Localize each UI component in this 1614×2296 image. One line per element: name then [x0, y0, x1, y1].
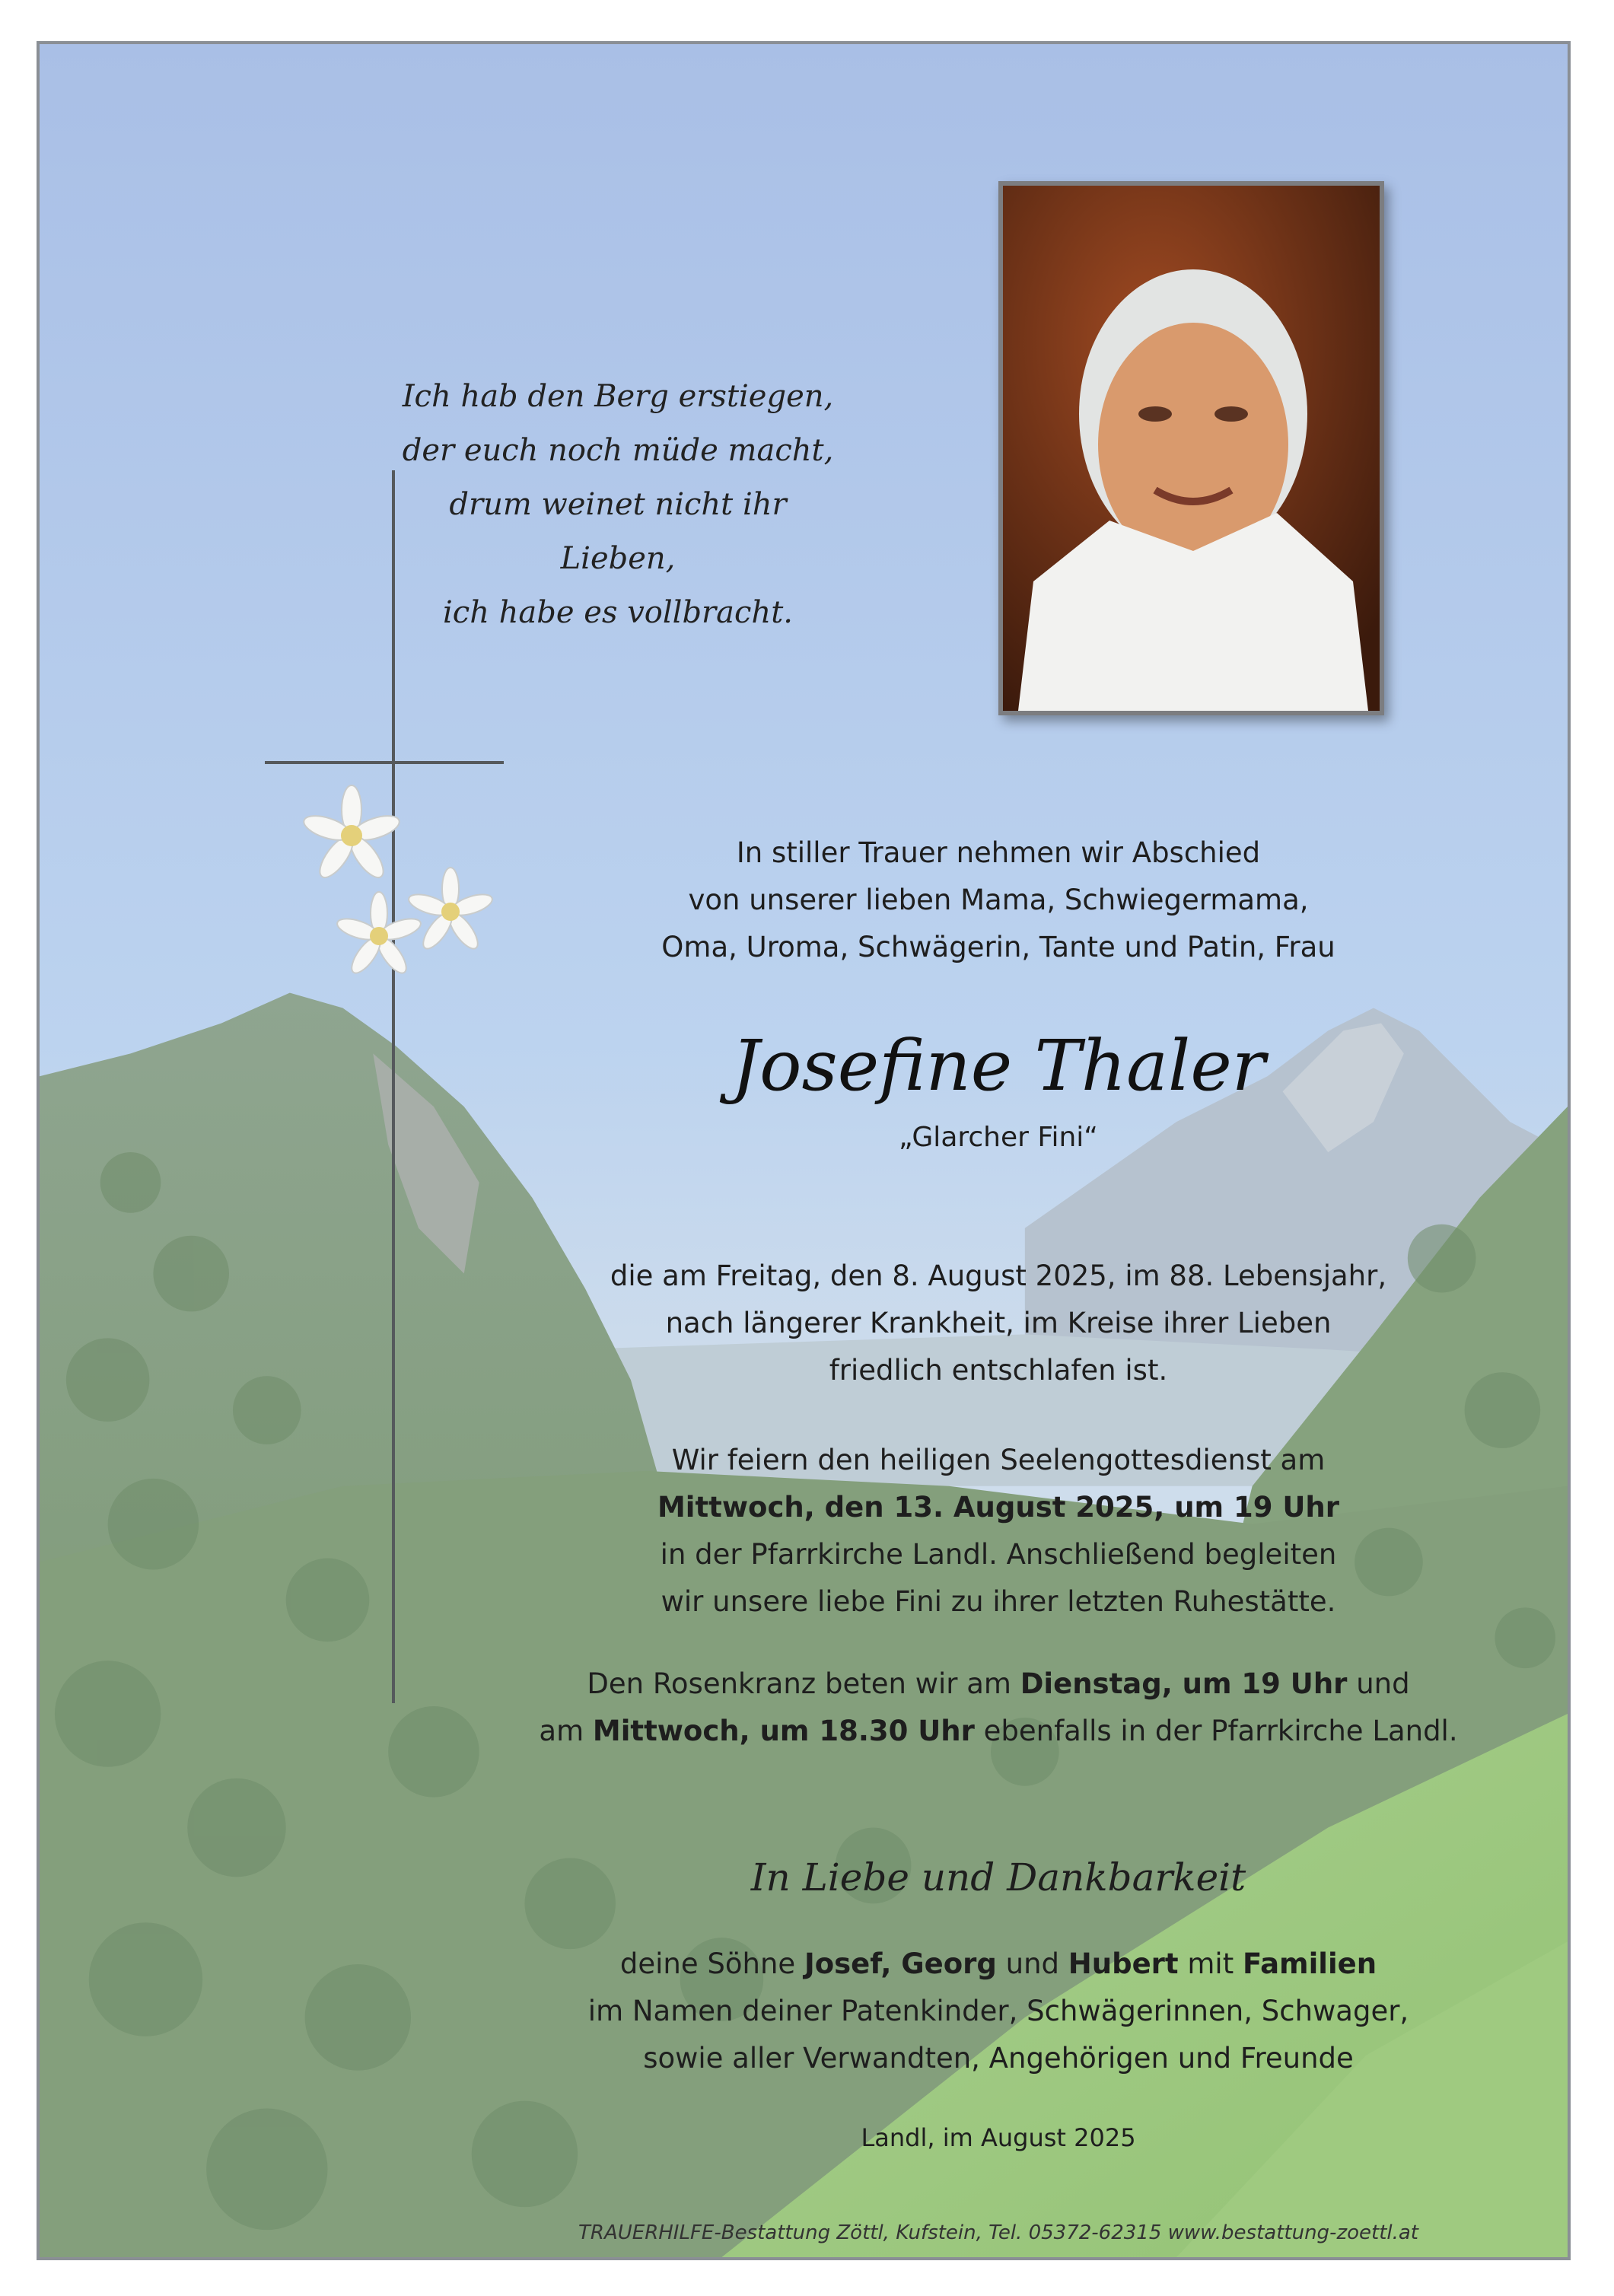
mourners-names: Josef, Georg: [804, 1947, 997, 1980]
death-notice: [466, 1253, 1531, 1394]
rosary-time: Dienstag, um 19 Uhr: [1020, 1667, 1348, 1700]
mourners-text: und: [996, 1947, 1068, 1980]
mourners-names: Familien: [1242, 1947, 1377, 1980]
service-date: Mittwoch, den 13. August 2025, um 19 Uhr: [657, 1491, 1339, 1524]
rosary-text: am: [539, 1715, 593, 1747]
intro-line: In stiller Trauer nehmen wir Abschied: [736, 836, 1261, 869]
place-date: Landl, im August 2025: [861, 2123, 1136, 2152]
death-line: nach längerer Krankheit, im Kreise ihrer Lieben: [665, 1307, 1332, 1339]
mourners-list: [466, 1941, 1531, 2082]
portrait-photo: [998, 181, 1384, 715]
mourners-text: mit: [1178, 1947, 1243, 1980]
rosary-info: [466, 1661, 1531, 1755]
service-line: Wir feiern den heiligen Seelengottesdienst am: [671, 1444, 1326, 1476]
intro-text: [466, 830, 1531, 971]
rosary-line: [466, 1661, 1531, 1708]
rosary-line: [466, 1708, 1531, 1755]
rosary-time: Mittwoch, um 18.30 Uhr: [592, 1715, 975, 1747]
poem-line: ich habe es vollbracht.: [443, 595, 793, 630]
funeral-home-footer: TRAUERHILFE-Bestattung Zöttl, Kufstein, Tel. 05372-62315 www.bestattung-zoettl.at: [578, 2221, 1418, 2244]
poem: [390, 370, 846, 640]
rosary-text: ebenfalls in der Pfarrkirche Landl.: [974, 1715, 1458, 1747]
intro-line: von unserer lieben Mama, Schwiegermama,: [688, 884, 1309, 916]
cross-with-edelweiss-icon: [230, 470, 504, 1703]
mourners-line: [466, 1941, 1531, 1988]
mourners-text: deine Söhne: [619, 1947, 804, 1980]
mourners-names: Hubert: [1068, 1947, 1179, 1980]
deceased-nickname: „Glarcher Fini“: [899, 1122, 1098, 1153]
thanks-heading: In Liebe und Dankbarkeit: [750, 1855, 1246, 1900]
poem-line: drum weinet nicht ihr Lieben,: [449, 487, 787, 576]
mourners-line: sowie aller Verwandten, Angehörigen und Freunde: [643, 2042, 1354, 2075]
intro-line: Oma, Uroma, Schwägerin, Tante und Patin, Frau: [661, 931, 1335, 963]
obituary-card: [37, 41, 1571, 2260]
poem-line: Ich hab den Berg erstiegen,: [402, 379, 834, 414]
death-line: friedlich entschlafen ist.: [829, 1354, 1168, 1387]
service-line: in der Pfarrkirche Landl. Anschließend begleiten: [660, 1538, 1337, 1571]
service-line: wir unsere liebe Fini zu ihrer letzten Ruhestätte.: [661, 1585, 1336, 1618]
mourners-line: im Namen deiner Patenkinder, Schwägerinnen, Schwager,: [587, 1995, 1409, 2027]
deceased-name: Josefine Thaler: [731, 1025, 1265, 1107]
death-line: die am Freitag, den 8. August 2025, im 88. Lebensjahr,: [610, 1259, 1387, 1292]
poem-line: der euch noch müde macht,: [402, 433, 834, 468]
service-info: [466, 1437, 1531, 1626]
rosary-text: Den Rosenkranz beten wir am: [587, 1667, 1020, 1700]
rosary-text: und: [1347, 1667, 1410, 1700]
